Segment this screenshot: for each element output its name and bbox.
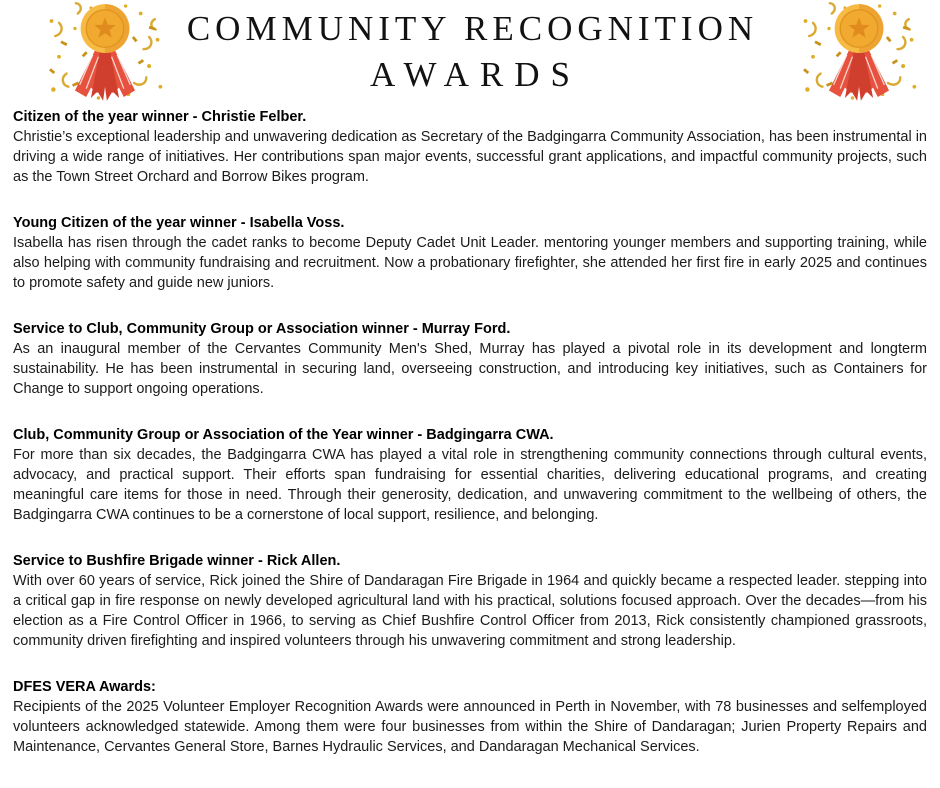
- medal-ribbon-icon: [798, 0, 920, 104]
- page-title-line2: AWARDS: [370, 55, 581, 94]
- award-heading: DFES VERA Awards:: [13, 679, 156, 695]
- header: [0, 0, 940, 103]
- content: [0, 103, 940, 757]
- medal-ribbon-icon: [44, 0, 166, 104]
- award-section-young-citizen: [13, 213, 927, 293]
- award-section-service-to-club: [13, 319, 927, 399]
- award-body: With over 60 years of service, Rick joined the Shire of Dandaragan Fire Brigade in 1964 and quickly became a respected leader. stepping into a critical gap in fire response on newly developed agricultural land with his practical, solutions focused approach. Over the decades—from his election as a Fire Control Officer in 1966, to serving as Chief Bushfire Control Officer from 2013, Rick consistently championed grassroots, community driven firefighting and inspired volunteers through his unwavering commitment and strong leadership.: [13, 573, 927, 649]
- award-body: For more than six decades, the Badgingarra CWA has played a vital role in strengthening community connections through cultural events, advocacy, and practical support. Their efforts span fundraising for essential charities, delivering educational programs, and creating meaningful care items for those in need. Through their generosity, dedication, and unwavering commitment to the wellbeing of others, the Badgingarra CWA continues to be a cornerstone of local support, resilience, and belonging.: [13, 447, 927, 523]
- award-heading: Club, Community Group or Association of the Year winner - Badgingarra CWA.: [13, 427, 554, 443]
- award-heading: Service to Bushfire Brigade winner - Rick Allen.: [13, 553, 341, 569]
- award-section-club-of-the-year: [13, 425, 927, 525]
- award-heading: Citizen of the year winner - Christie Felber.: [13, 109, 307, 125]
- award-body: Recipients of the 2025 Volunteer Employer Recognition Awards were announced in Perth in November, with 78 businesses and selfemployed volunteers acknowledged statewide. Among them were four businesses from within the Shire of Dandaragan; Jurien Property Repairs and Maintenance, Cervantes General Store, Barnes Hydraulic Services, and Dandaragan Mechanical Services.: [13, 699, 927, 755]
- award-heading: Young Citizen of the year winner - Isabella Voss.: [13, 215, 345, 231]
- award-body: Isabella has risen through the cadet ranks to become Deputy Cadet Unit Leader. mentoring younger members and supporting training, while also helping with community fundraising and recruitment. Now a probationary firefighter, she attended her first fire in early 2025 and continues to promote safety and guide new juniors.: [13, 235, 927, 291]
- award-heading: Service to Club, Community Group or Association winner - Murray Ford.: [13, 321, 511, 337]
- page-title-line1: COMMUNITY RECOGNITION: [186, 9, 759, 48]
- award-body: As an inaugural member of the Cervantes Community Men's Shed, Murray has played a pivotal role in its development and longterm sustainability. He has been instrumental in securing land, overseeing construction, and introducing key initiatives, such as Containers for Change to support ongoing operations.: [13, 341, 927, 397]
- award-section-citizen-of-the-year: [13, 107, 927, 187]
- award-section-dfes-vera: [13, 677, 927, 757]
- award-section-bushfire-brigade: [13, 551, 927, 651]
- award-body: Christie’s exceptional leadership and unwavering dedication as Secretary of the Badgingarra Community Association, has been instrumental in driving a wide range of initiatives. Her contributions span major events, successful grant applications, and impactful community projects, such as the Town Street Orchard and Borrow Bikes program.: [13, 129, 927, 185]
